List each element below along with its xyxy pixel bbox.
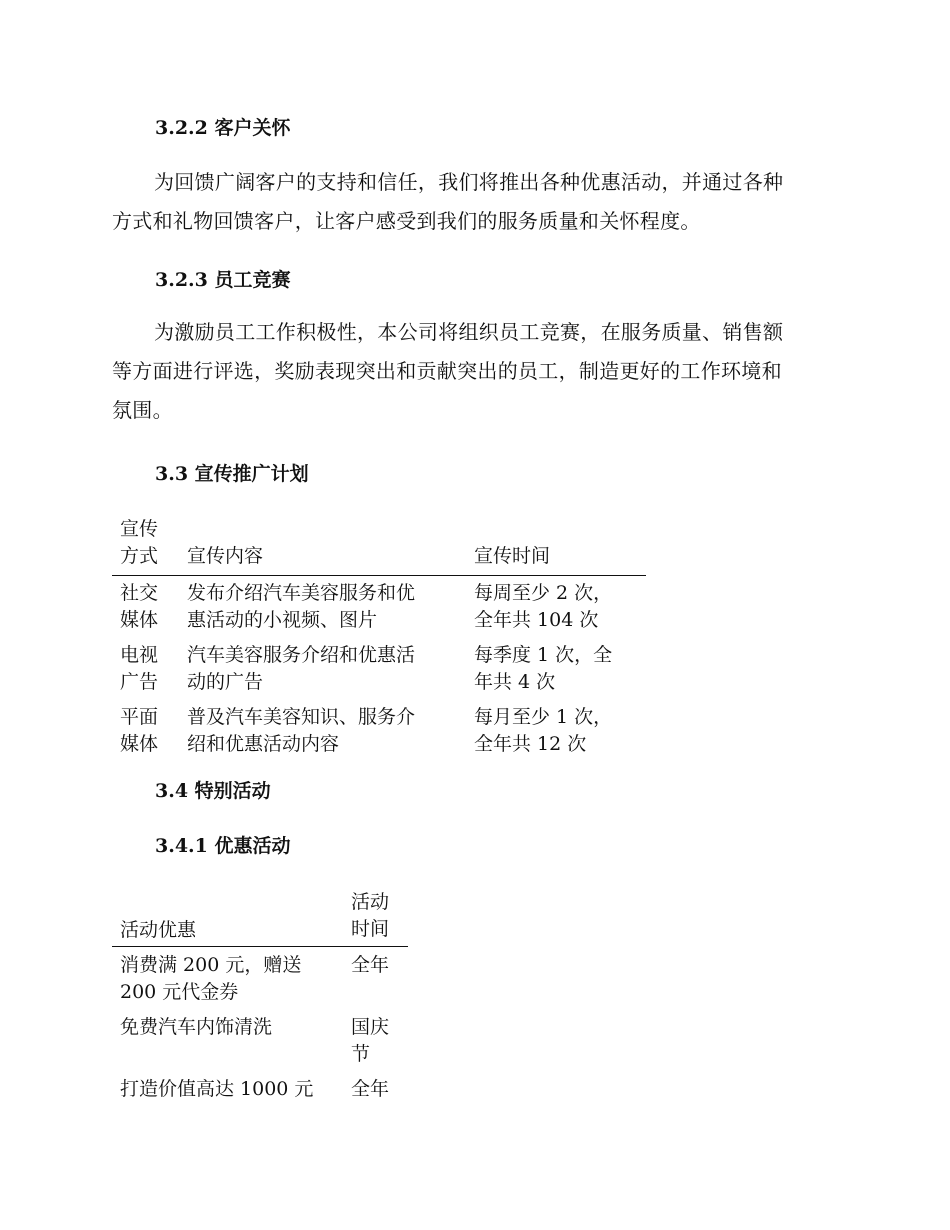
paragraph-line: 等方面进行评选，奖励表现突出和贡献突出的员工，制造更好的工作环境和 bbox=[112, 359, 782, 383]
table-row-social-method bbox=[120, 580, 158, 634]
section-heading-3-2-2: 3.2.2 客户关怀 bbox=[155, 117, 291, 139]
cell-text: 每季度 1 次，全 bbox=[474, 644, 613, 666]
table-row-print-content bbox=[187, 704, 415, 758]
cell-text: 绍和优惠活动内容 bbox=[187, 733, 340, 755]
cell-text: 国庆 bbox=[351, 1016, 390, 1038]
cell-text: 媒体 bbox=[120, 733, 159, 755]
offer-row-cleaning: 免费汽车内饰清洗 bbox=[120, 1016, 273, 1038]
cell-text: 消费满 200 元，赠送 bbox=[120, 954, 302, 976]
cell-text: 全年共 12 次 bbox=[474, 733, 587, 755]
paragraph-customer-care bbox=[112, 163, 832, 241]
cell-text: 电视 bbox=[120, 644, 159, 666]
table-row-print-method bbox=[120, 704, 158, 758]
section-heading-3-4: 3.4 特别活动 bbox=[155, 780, 271, 802]
cell-text: 全年共 104 次 bbox=[474, 609, 599, 631]
cell-text: 广告 bbox=[120, 671, 159, 693]
cell-text: 动的广告 bbox=[187, 671, 264, 693]
table-row-social-content bbox=[187, 580, 415, 634]
offer-row-gift-time: 全年 bbox=[351, 1078, 390, 1100]
offer-header-offer: 活动优惠 bbox=[120, 919, 197, 941]
header-text: 时间 bbox=[351, 918, 390, 940]
section-heading-3-3: 3.3 宣传推广计划 bbox=[155, 463, 309, 485]
cell-text: 汽车美容服务介绍和优惠活 bbox=[187, 644, 416, 666]
paragraph-line: 方式和礼物回馈客户，让客户感受到我们的服务质量和关怀程度。 bbox=[112, 209, 701, 233]
offer-header-time bbox=[351, 889, 389, 943]
offer-row-gift: 打造价值高达 1000 元 bbox=[120, 1078, 314, 1100]
promo-header-method bbox=[120, 516, 158, 570]
paragraph-line: 为激励员工工作积极性，本公司将组织员工竞赛，在服务质量、销售额 bbox=[154, 320, 784, 344]
cell-text: 年共 4 次 bbox=[474, 671, 556, 693]
cell-text: 每月至少 1 次， bbox=[474, 706, 613, 728]
offer-row-cleaning-time bbox=[351, 1014, 389, 1068]
cell-text: 惠活动的小视频、图片 bbox=[187, 609, 378, 631]
section-heading-3-2-3: 3.2.3 员工竞赛 bbox=[155, 269, 291, 291]
table-row-tv-content bbox=[187, 642, 415, 696]
table-row-tv-time bbox=[474, 642, 612, 696]
cell-text: 发布介绍汽车美容服务和优 bbox=[187, 582, 416, 604]
offer-row-voucher-time: 全年 bbox=[351, 954, 390, 976]
paragraph-employee-contest bbox=[112, 313, 832, 430]
cell-text: 社交 bbox=[120, 582, 159, 604]
promo-table bbox=[112, 516, 646, 760]
cell-text: 媒体 bbox=[120, 609, 159, 631]
table-header-rule bbox=[112, 946, 408, 947]
table-row-print-time bbox=[474, 704, 612, 758]
cell-text: 普及汽车美容知识、服务介 bbox=[187, 706, 416, 728]
offer-table bbox=[112, 888, 408, 1108]
paragraph-line: 为回馈广阔客户的支持和信任，我们将推出各种优惠活动，并通过各种 bbox=[154, 170, 784, 194]
header-text: 宣传 bbox=[120, 518, 159, 540]
cell-text: 节 bbox=[351, 1043, 371, 1065]
header-text: 方式 bbox=[120, 545, 159, 567]
promo-header-content: 宣传内容 bbox=[187, 545, 264, 567]
cell-text: 平面 bbox=[120, 706, 159, 728]
table-row-tv-method bbox=[120, 642, 158, 696]
cell-text: 200 元代金券 bbox=[120, 981, 239, 1003]
header-text: 活动 bbox=[351, 891, 390, 913]
cell-text: 每周至少 2 次， bbox=[474, 582, 613, 604]
table-header-rule bbox=[112, 575, 646, 576]
paragraph-line: 氛围。 bbox=[112, 398, 173, 422]
promo-header-time: 宣传时间 bbox=[474, 545, 551, 567]
section-heading-3-4-1: 3.4.1 优惠活动 bbox=[155, 835, 291, 857]
table-row-social-time bbox=[474, 580, 612, 634]
offer-row-voucher bbox=[120, 952, 301, 1006]
